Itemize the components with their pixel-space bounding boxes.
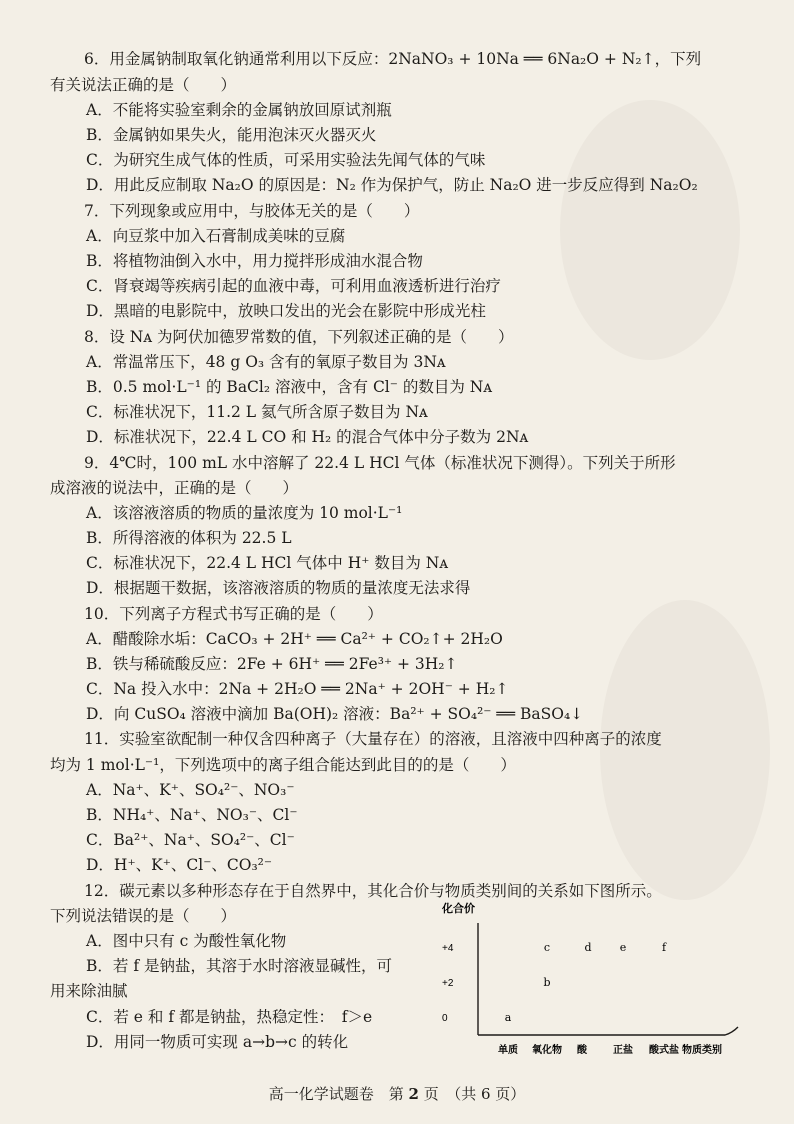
q8-option-b: B．0.5 mol·L⁻¹ 的 BaCl₂ 溶液中，含有 Cl⁻ 的数目为 Nᴀ (86, 378, 493, 396)
q11-stem-cont: 均为 1 mol·L⁻¹，下列选项中的离子组合能达到此目的的是（ ） (50, 756, 516, 774)
point-label-a: a (504, 1011, 512, 1024)
y-axis-title: 化合价 (442, 903, 475, 915)
q10-option-d: D．向 CuSO₄ 溶液中滴加 Ba(OH)₂ 溶液：Ba²⁺ + SO₄²⁻ ══ BaSO₄↓ (86, 705, 584, 723)
footer-page-number: 2 (408, 1085, 419, 1103)
point-label-c: c (543, 941, 551, 954)
q7-stem: 7．下列现象或应用中，与胶体无关的是（ ） (84, 202, 420, 220)
q9-stem: 9．4℃时，100 mL 水中溶解了 22.4 L HCl 气体（标准状况下测得）。下列关于所形 (84, 454, 676, 472)
q12-option-c: C．若 e 和 f 都是钠盐，热稳定性： f＞e (86, 1008, 373, 1026)
y-tick-label: 0 (442, 1013, 448, 1024)
footer-suffix: 页 （共 6 页） (418, 1085, 526, 1103)
y-tick-label: +2 (442, 978, 454, 989)
q8-option-d: D．标准状况下，22.4 L CO 和 H₂ 的混合气体中分子数为 2Nᴀ (86, 428, 529, 446)
valence-category-chart (420, 895, 740, 1070)
q12-option-a: A．图中只有 c 为酸性氧化物 (86, 932, 287, 950)
q6-option-a: A．不能将实验室剩余的金属钠放回原试剂瓶 (86, 101, 392, 119)
point-label-b: b (543, 976, 551, 989)
q7-option-a: A．向豆浆中加入石膏制成美味的豆腐 (86, 227, 346, 245)
q8-option-a: A．常温常压下，48 g O₃ 含有的氧原子数目为 3Nᴀ (86, 353, 446, 371)
q6-option-d: D．用此反应制取 Na₂O 的原因是：N₂ 作为保护气，防止 Na₂O 进一步反应得到 Na₂O₂ (86, 176, 698, 194)
point-label-f: f (661, 941, 667, 954)
q10-option-a: A．醋酸除水垢：CaCO₃ + 2H⁺ ══ Ca²⁺ + CO₂↑+ 2H₂O (86, 630, 503, 648)
q7-option-b: B．将植物油倒入水中，用力搅拌形成油水混合物 (86, 252, 423, 270)
q9-option-b: B．所得溶液的体积为 22.5 L (86, 529, 292, 547)
q12-option-d: D．用同一物质可实现 a→b→c 的转化 (86, 1033, 349, 1051)
x-axis-title: 物质类别 (682, 1045, 722, 1056)
x-category-label: 正盐 (613, 1045, 633, 1056)
x-category-label: 单质 (498, 1045, 518, 1056)
q7-option-c: C．肾衰竭等疾病引起的血液中毒，可利用血液透析进行治疗 (86, 277, 501, 295)
y-axis-ticks (442, 943, 454, 1024)
q10-option-b: B．铁与稀硫酸反应：2Fe + 6H⁺ ══ 2Fe³⁺ + 3H₂↑ (86, 655, 458, 673)
x-category-label: 酸式盐 (649, 1045, 679, 1056)
x-category-label: 氧化物 (532, 1045, 562, 1056)
paper-stain (560, 100, 740, 360)
q12-option-b-cont: 用来除油腻 (50, 982, 128, 1000)
footer-prefix: 高一化学试题卷 第 (268, 1085, 409, 1103)
data-points (505, 941, 667, 1024)
y-tick-label: +4 (442, 943, 454, 954)
x-axis-line (478, 1027, 738, 1035)
q11-stem: 11．实验室欲配制一种仅含四种离子（大量存在）的溶液，且溶液中四种离子的浓度 (84, 730, 662, 748)
q6-stem-cont: 有关说法正确的是（ ） (50, 76, 237, 94)
q9-option-d: D．根据题干数据，该溶液溶质的物质的量浓度无法求得 (86, 579, 471, 597)
q9-option-c: C．标准状况下，22.4 L HCl 气体中 H⁺ 数目为 Nᴀ (86, 554, 449, 572)
q12-stem: 12．碳元素以多种形态存在于自然界中，其化合价与物质类别间的关系如下图所示。 (84, 882, 662, 900)
q9-option-a: A．该溶液溶质的物质的量浓度为 10 mol·L⁻¹ (86, 504, 403, 522)
q11-option-c: C．Ba²⁺、Na⁺、SO₄²⁻、Cl⁻ (86, 831, 295, 849)
q9-stem-cont: 成溶液的说法中，正确的是（ ） (50, 479, 299, 497)
q12-stem-cont: 下列说法错误的是（ ） (50, 907, 237, 925)
q12-option-b: B．若 f 是钠盐，其溶于水时溶液显碱性，可 (86, 957, 392, 975)
point-label-d: d (584, 941, 592, 954)
q8-option-c: C．标准状况下，11.2 L 氦气所含原子数目为 Nᴀ (86, 403, 428, 421)
q7-option-d: D．黑暗的电影院中，放映口发出的光会在影院中形成光柱 (86, 302, 486, 320)
point-label-e: e (619, 941, 627, 954)
q8-stem: 8．设 Nᴀ 为阿伏加德罗常数的值，下列叙述正确的是（ ） (84, 328, 514, 346)
page-footer (0, 1083, 794, 1104)
paper-stain (600, 600, 770, 900)
q6-option-b: B．金属钠如果失火，能用泡沫灭火器灭火 (86, 126, 377, 144)
q6-stem: 6．用金属钠制取氧化钠通常利用以下反应：2NaNO₃ + 10Na ══ 6Na₂O + N₂↑，下列 (84, 50, 702, 68)
q11-option-a: A．Na⁺、K⁺、SO₄²⁻、NO₃⁻ (86, 781, 295, 799)
x-category-label: 酸 (577, 1045, 587, 1056)
q6-option-c: C．为研究生成气体的性质，可采用实验法先闻气体的气味 (86, 151, 486, 169)
x-axis-categories (498, 1043, 679, 1056)
q10-stem: 10．下列离子方程式书写正确的是（ ） (84, 605, 383, 623)
q11-option-d: D．H⁺、K⁺、Cl⁻、CO₃²⁻ (86, 856, 273, 874)
q10-option-c: C．Na 投入水中：2Na + 2H₂O ══ 2Na⁺ + 2OH⁻ + H₂↑ (86, 680, 509, 698)
q11-option-b: B．NH₄⁺、Na⁺、NO₃⁻、Cl⁻ (86, 806, 298, 824)
